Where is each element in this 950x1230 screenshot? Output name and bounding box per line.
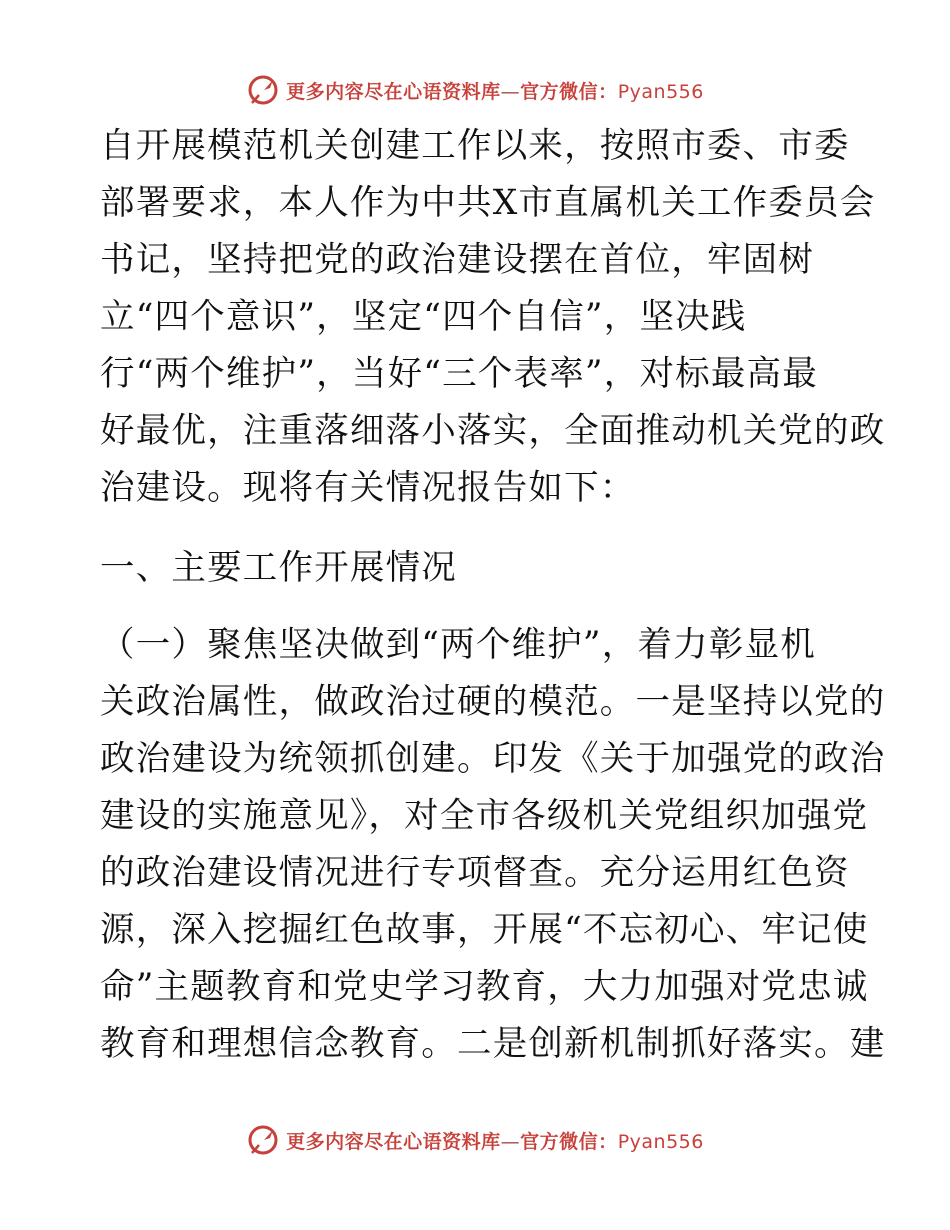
watermark-main: 更多内容尽在心语资料库 [286,80,501,103]
paragraph-line: 源，深入挖掘红色故事，开展“不忘初心、牢记使 [100,910,869,950]
paragraph-line: 自开展模范机关创建工作以来，按照市委、市委 [100,126,850,166]
paragraph-line: 好最优，注重落细落小落实，全面推动机关党的政 [100,411,886,451]
paragraph-line: 政治建设为统领抓创建。印发《关于加强党的政治 [100,739,886,779]
watermark-text [286,77,704,104]
watermark-official: 官方微信： [520,1130,618,1153]
paragraph-line: 行“两个维护”，当好“三个表率”，对标最高最 [100,354,818,394]
paragraph-line: 建设的实施意见》，对全市各级机关党组织加强党 [100,796,869,836]
paragraph-line: 立“四个意识”，坚定“四个自信”，坚决践 [100,297,747,337]
watermark-official: 官方微信： [520,80,618,103]
paragraph-line: 书记，坚持把党的政治建设摆在首位，牢固树 [100,240,814,280]
section-heading: 一、主要工作开展情况 [100,548,457,588]
paragraph-line: 关政治属性，做政治过硬的模范。一是坚持以党的 [100,682,886,722]
watermark-dash: — [500,80,521,103]
watermark-account: Pyan556 [617,80,704,103]
paragraph-line: 部署要求，本人作为中共X市直属机关工作委员会 [100,183,876,223]
header-watermark [0,70,950,110]
watermark-main: 更多内容尽在心语资料库 [286,1130,501,1153]
paragraph-line: 治建设。现将有关情况报告如下： [100,468,636,508]
paragraph-line: 教育和理想信念教育。二是创新机制抓好落实。建 [100,1024,886,1064]
watermark-dash: — [500,1130,521,1153]
quill-pen-circle-icon [246,1123,280,1157]
watermark-text [286,1127,704,1154]
paragraph-line: 命”主题教育和党史学习教育，大力加强对党忠诚 [100,967,869,1007]
quill-pen-circle-icon [246,73,280,107]
footer-watermark [0,1120,950,1160]
paragraph-line: 的政治建设情况进行专项督查。充分运用红色资 [100,853,850,893]
watermark-account: Pyan556 [617,1130,704,1153]
paragraph-line: （一）聚焦坚决做到“两个维护”，着力彰显机 [100,625,816,665]
